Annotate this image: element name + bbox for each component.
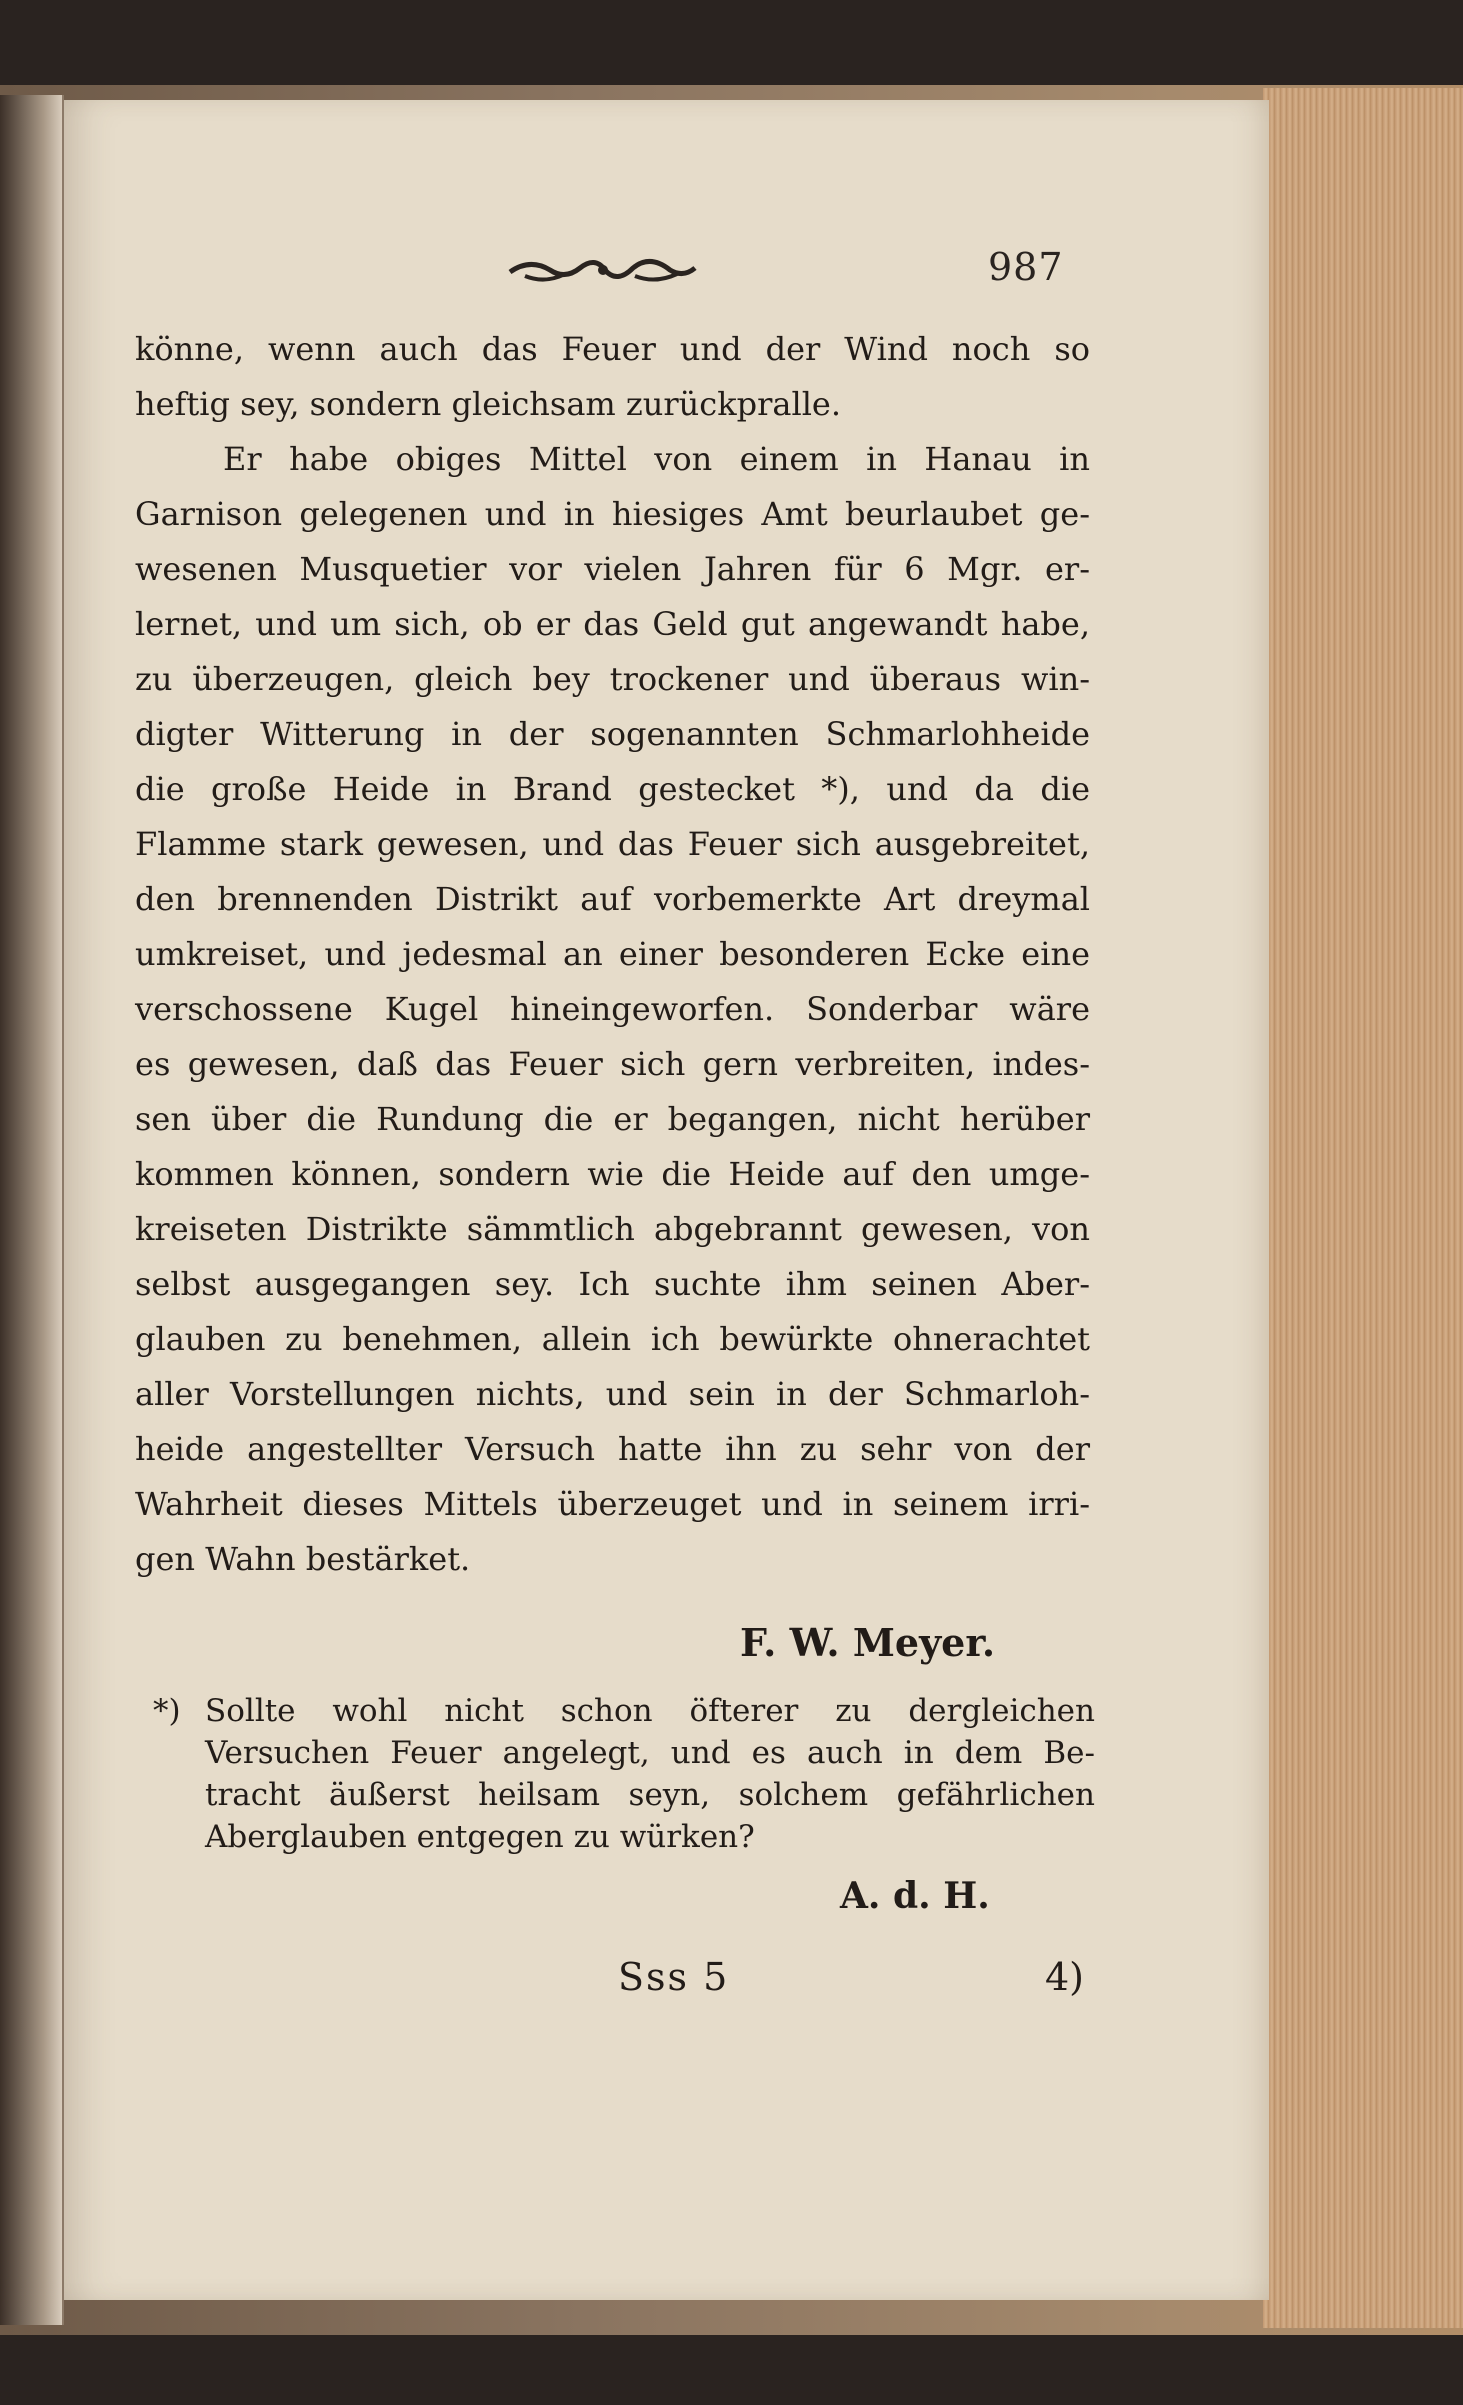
text-line: lernet, und um sich, ob er das Geld gut angewandt habe, (135, 605, 1090, 643)
footnote-line: tracht äußerst heilsam seyn, solchem gefährlichen (205, 1777, 1095, 1813)
text-line: verschossene Kugel hineingeworfen. Sonderbar wäre (135, 990, 1090, 1028)
text-line: selbst ausgegangen sey. Ich suchte ihm seinen Aber- (135, 1265, 1090, 1303)
main-text (135, 322, 1090, 1587)
text-line: sen über die Rundung die er begangen, nicht herüber (135, 1100, 1090, 1138)
text-line: aller Vorstellungen nichts, und sein in der Schmarloh- (135, 1375, 1090, 1413)
printer-signature-mark: Sss 5 (618, 1955, 730, 1999)
text-line: die große Heide in Brand gestecket *), und da die (135, 770, 1090, 808)
text-line: heftig sey, sondern gleichsam zurückpralle. (135, 385, 842, 423)
page-stack-edge (1263, 88, 1463, 2328)
ornament-icon (505, 250, 700, 290)
text-line: Garnison gelegenen und in hiesiges Amt beurlaubet ge- (135, 495, 1090, 533)
text-line: Er habe obiges Mittel von einem in Hanau in (223, 440, 1090, 478)
text-line: wesenen Musquetier vor vielen Jahren für 6 Mgr. er- (135, 550, 1090, 588)
footnote-line: Aberglauben entgegen zu würken? (205, 1819, 755, 1855)
text-line: kreiseten Distrikte sämmtlich abgebrannt gewesen, von (135, 1210, 1090, 1248)
text-line: könne, wenn auch das Feuer und der Wind noch so (135, 330, 1090, 368)
footnote-line: Sollte wohl nicht schon öfterer zu dergleichen (205, 1693, 1095, 1729)
page-number: 987 (988, 245, 1064, 289)
text-line: umkreiset, und jedesmal an einer besonderen Ecke eine (135, 935, 1090, 973)
text-line: Wahrheit dieses Mittels überzeuget und in seinem irri- (135, 1485, 1090, 1523)
footnote-line: Versuchen Feuer angelegt, und es auch in dem Be- (205, 1735, 1095, 1771)
catchword: 4) (1045, 1955, 1085, 1999)
author-signature: F. W. Meyer. (740, 1620, 996, 1665)
footnote (153, 1690, 1095, 1858)
text-line: gen Wahn bestärket. (135, 1540, 471, 1578)
left-page-edge (0, 95, 64, 2325)
text-line: zu überzeugen, gleich bey trockener und überaus win- (135, 660, 1090, 698)
text-line: es gewesen, daß das Feuer sich gern verbreiten, indes- (135, 1045, 1090, 1083)
text-line: digter Witterung in der sogenannten Schmarlohheide (135, 715, 1090, 753)
text-line: Flamme stark gewesen, und das Feuer sich ausgebreitet, (135, 825, 1090, 863)
text-line: kommen können, sondern wie die Heide auf den umge- (135, 1155, 1090, 1193)
text-line: heide angestellter Versuch hatte ihn zu sehr von der (135, 1430, 1090, 1468)
footnote-initials: A. d. H. (840, 1875, 990, 1917)
text-line: glauben zu benehmen, allein ich bewürkte ohnerachtet (135, 1320, 1090, 1358)
text-line: den brennenden Distrikt auf vorbemerkte Art dreymal (135, 880, 1090, 918)
footnote-marker: *) (153, 1693, 181, 1729)
